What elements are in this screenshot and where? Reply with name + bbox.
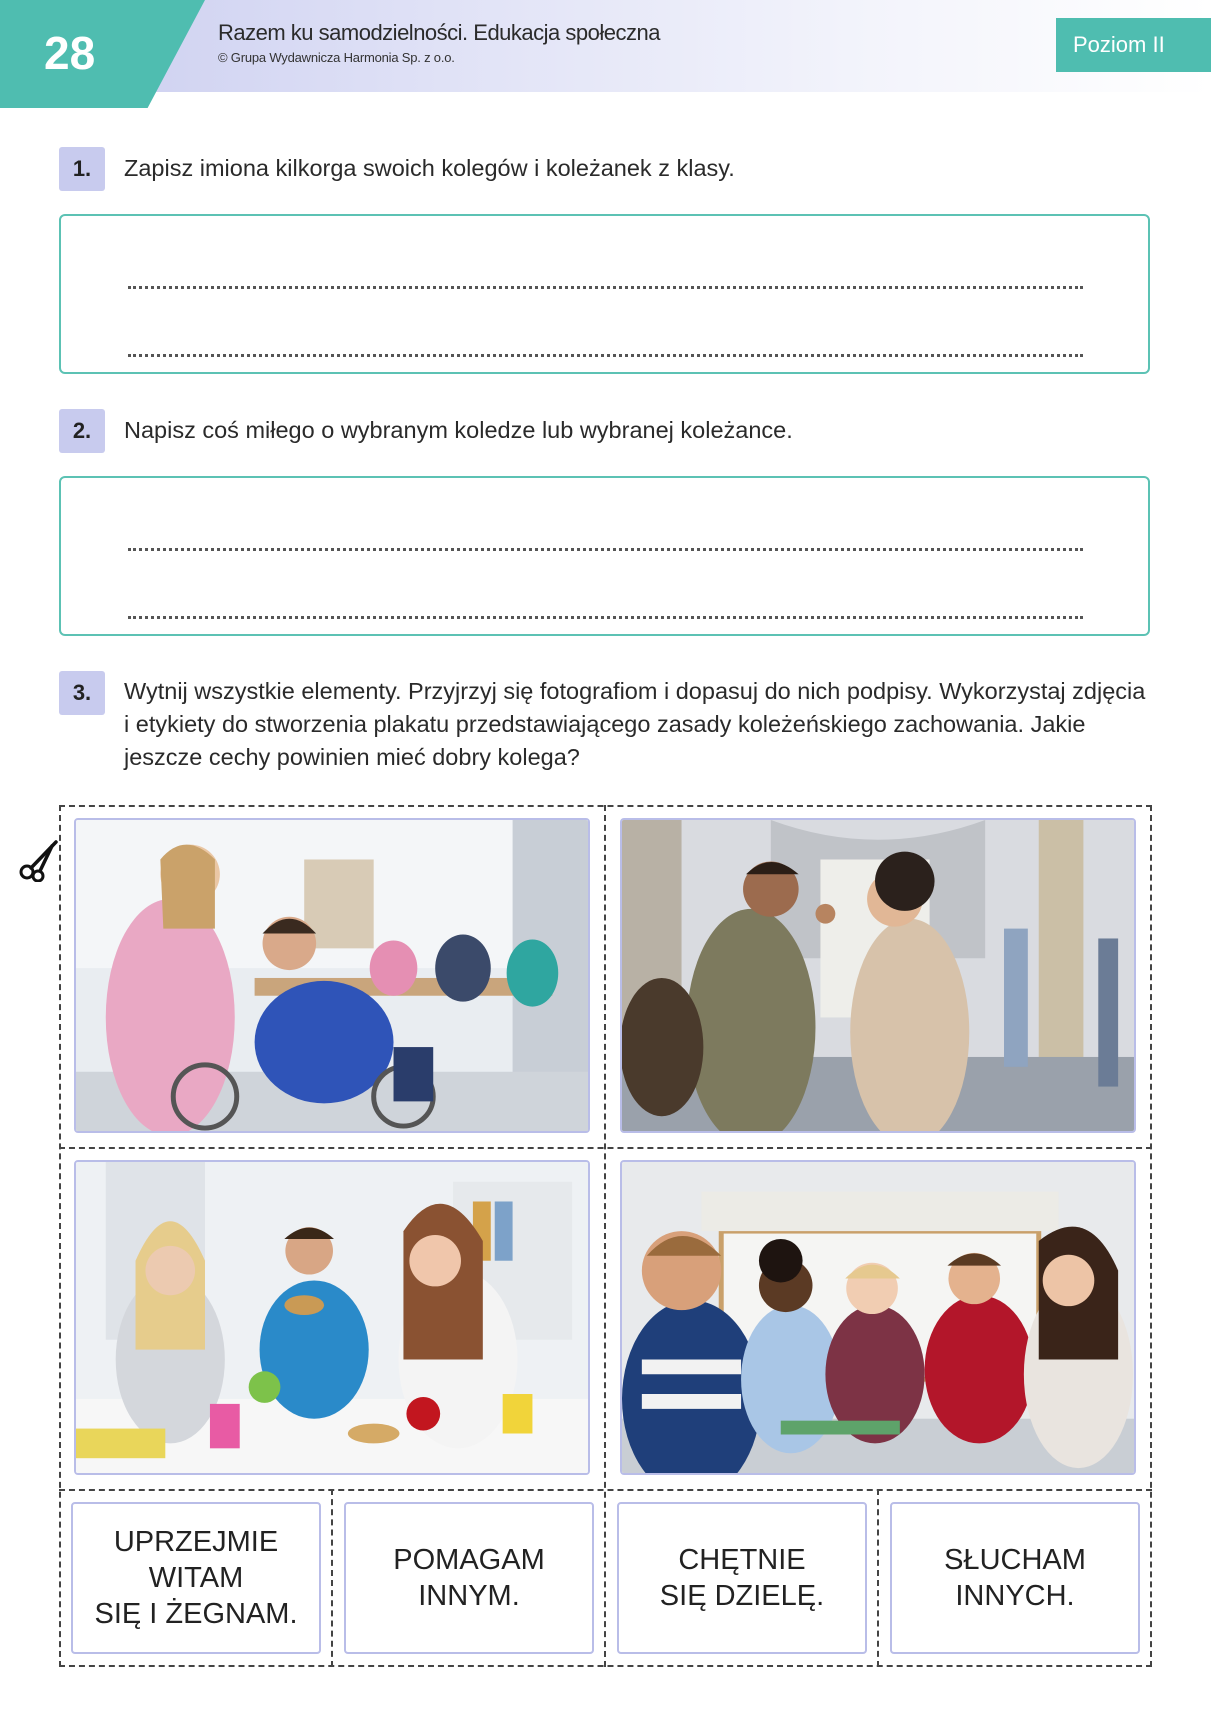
label-listening: SŁUCHAM INNYCH. xyxy=(890,1502,1140,1654)
page-number: 28 xyxy=(44,27,96,79)
copyright-note: © Grupa Wydawnicza Harmonia Sp. z o.o. xyxy=(218,50,455,65)
answer-line[interactable] xyxy=(128,548,1083,551)
task-2-number: 2. xyxy=(59,409,105,453)
cut-line-vertical xyxy=(877,1489,879,1667)
cut-line-horizontal xyxy=(59,1147,1152,1149)
task-1-answer-box[interactable] xyxy=(59,214,1150,374)
cut-line-vertical xyxy=(331,1489,333,1667)
photo-classroom-helping xyxy=(74,818,590,1133)
label-sharing: CHĘTNIE SIĘ DZIELĘ. xyxy=(617,1502,867,1654)
book-title: Razem ku samodzielności. Edukacja społeczna xyxy=(218,20,660,45)
scissors-icon xyxy=(18,838,62,882)
label-helping: POMAGAM INNYM. xyxy=(344,1502,594,1654)
task-1-text: Zapisz imiona kilkorga swoich kolegów i koleżanek z klasy. xyxy=(124,155,735,181)
photo-hallway-greeting xyxy=(620,818,1136,1133)
answer-line[interactable] xyxy=(128,354,1083,357)
cut-line-horizontal xyxy=(59,1489,1152,1491)
task-3-text: Wytnij wszystkie elementy. Przyjrzyj się fotografiom i dopasuj do nich podpisy. Wykorzystaj zdjęcia i etykiety do stworzenia plakatu przedstawiającego zasady koleżeńskiego zachowania. Jakie jeszcze cechy powinien mieć dobry kolega? xyxy=(124,678,1146,770)
answer-line[interactable] xyxy=(128,616,1083,619)
task-3-number: 3. xyxy=(59,671,105,715)
cut-line-vertical xyxy=(604,805,606,1667)
photo-group-listening xyxy=(620,1160,1136,1475)
level-badge: Poziom II xyxy=(1056,18,1211,72)
label-greeting: UPRZEJMIE WITAM SIĘ I ŻEGNAM. xyxy=(71,1502,321,1654)
task-2-text: Napisz coś miłego o wybranym koledze lub wybranej koleżance. xyxy=(124,417,793,443)
task-1-number: 1. xyxy=(59,147,105,191)
photo-sharing-lunch xyxy=(74,1160,590,1475)
answer-line[interactable] xyxy=(128,286,1083,289)
task-2-answer-box[interactable] xyxy=(59,476,1150,636)
